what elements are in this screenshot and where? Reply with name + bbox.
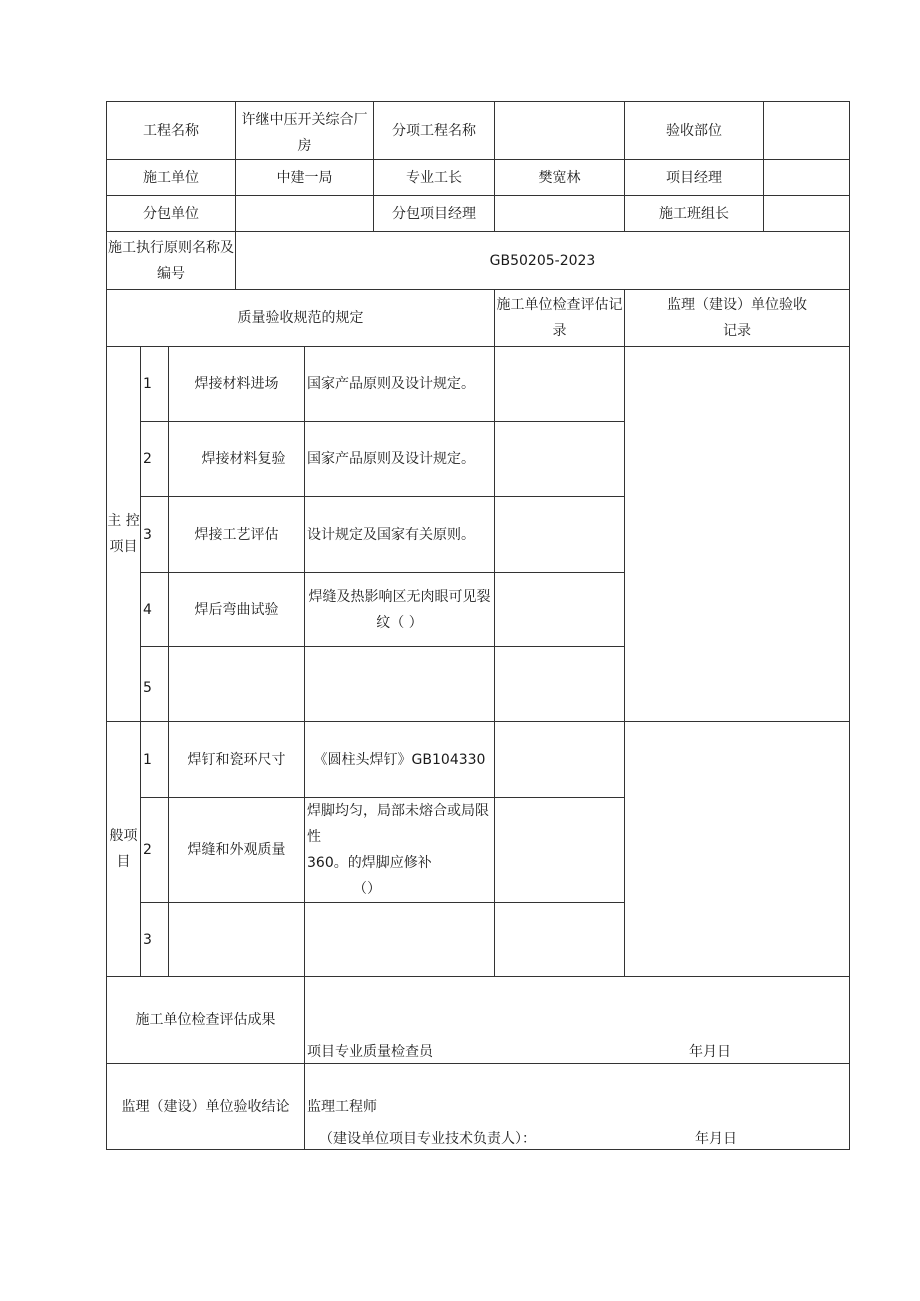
general-item-no: 2 <box>141 798 169 903</box>
row-standard <box>107 232 850 290</box>
date2: 年月日 <box>695 1131 737 1147</box>
main-item-contractor-record <box>495 422 625 497</box>
row-column-headers <box>107 290 850 347</box>
column-supervisor-line2: 记录 <box>723 323 751 339</box>
general-item-requirement-line2 <box>307 850 494 902</box>
general-item-no: 3 <box>141 903 169 977</box>
standard-label-line2: 编号 <box>157 265 185 282</box>
team-leader-value <box>764 196 850 232</box>
project-name-label: 工程名称 <box>107 102 236 160</box>
row-construction-unit <box>107 160 850 196</box>
general-item-contractor-record <box>495 798 625 903</box>
date1: 年月日 <box>689 1044 731 1060</box>
main-items-group-label <box>107 347 141 722</box>
general-items-supervisor-record <box>625 722 850 977</box>
main-item-contractor-record <box>495 573 625 647</box>
main-item-contractor-record <box>495 647 625 722</box>
row-subcontractor <box>107 196 850 232</box>
general-item-requirement <box>305 798 495 903</box>
main-item-name: 焊后弯曲试验 <box>169 573 305 647</box>
sub-item-label: 分项工程名称 <box>374 102 495 160</box>
general-item-row <box>107 722 850 798</box>
row-contractor-result <box>107 977 850 1064</box>
general-items-group-line2: 目 <box>116 854 131 870</box>
main-item-contractor-record <box>495 497 625 573</box>
standard-value: GB50205-2023 <box>236 232 850 290</box>
main-item-requirement: 国家产品原则及设计规定。 <box>305 347 495 422</box>
acceptance-form-table <box>106 101 850 1150</box>
main-item-no: 1 <box>141 347 169 422</box>
construction-unit-value: 中建一局 <box>236 160 374 196</box>
general-item-requirement-line2-text: 360。的焊脚应修补 <box>307 855 432 871</box>
supervisor-conclusion-label: 监理（建设）单位验收结论 <box>107 1064 305 1150</box>
project-manager-label: 项目经理 <box>625 160 764 196</box>
team-leader-label: 施工班组长 <box>625 196 764 232</box>
main-item-no: 2 <box>141 422 169 497</box>
foreman-value: 樊宽林 <box>495 160 625 196</box>
main-item-no: 3 <box>141 497 169 573</box>
general-item-contractor-record <box>495 903 625 977</box>
general-items-group-label <box>107 722 141 977</box>
main-item-name: 焊接材料进场 <box>169 347 305 422</box>
column-spec: 质量验收规范的规定 <box>107 290 495 347</box>
sub-manager-value <box>495 196 625 232</box>
general-item-requirement: 《圆柱头焊钉》GB104330 <box>305 722 495 798</box>
main-item-name: 焊接工艺评估 <box>169 497 305 573</box>
main-item-contractor-record <box>495 347 625 422</box>
main-item-requirement <box>305 647 495 722</box>
standard-label <box>107 232 236 290</box>
main-items-group-line1: 主 控 <box>107 513 140 529</box>
sub-item-value <box>495 102 625 160</box>
general-items-group-line1: 般项 <box>109 828 138 844</box>
foreman-label: 专业工长 <box>374 160 495 196</box>
column-contractor-line2: 录 <box>552 323 567 339</box>
main-item-no: 4 <box>141 573 169 647</box>
main-item-requirement: 设计规定及国家有关原则。 <box>305 497 495 573</box>
column-contractor-line1: 施工单位检查评估记 <box>496 297 623 313</box>
column-supervisor <box>625 290 850 347</box>
subcontractor-label: 分包单位 <box>107 196 236 232</box>
main-item-name <box>169 647 305 722</box>
general-item-no: 1 <box>141 722 169 798</box>
standard-label-line1: 施工执行原则名称及 <box>108 239 234 256</box>
column-supervisor-line1: 监理（建设）单位验收 <box>667 297 807 313</box>
inspector-label: 项目专业质量检查员 <box>307 1044 433 1060</box>
general-item-name: 焊缝和外观质量 <box>169 798 305 903</box>
contractor-result-area <box>305 977 850 1064</box>
general-item-contractor-record <box>495 722 625 798</box>
main-item-requirement: 国家产品原则及设计规定。 <box>305 422 495 497</box>
owner-rep-label: （建设单位项目专业技术负责人）： <box>319 1131 536 1147</box>
general-item-name <box>169 903 305 977</box>
general-item-requirement-line1: 焊脚均匀，局部未熔合或局限性 <box>307 803 489 845</box>
row-project-name <box>107 102 850 160</box>
general-item-name: 焊钉和瓷环尺寸 <box>169 722 305 798</box>
main-item-row <box>107 347 850 422</box>
sub-manager-label: 分包项目经理 <box>374 196 495 232</box>
general-item-requirement-mark: （） <box>353 881 381 897</box>
main-item-no: 5 <box>141 647 169 722</box>
supervisor-conclusion-area <box>305 1064 850 1150</box>
acceptance-part-value <box>764 102 850 160</box>
main-item-name: 焊接材料复验 <box>169 422 305 497</box>
main-items-group-line2: 项目 <box>109 539 138 555</box>
engineer-label: 监理工程师 <box>307 1099 377 1115</box>
main-item-requirement: 焊缝及热影响区无肉眼可见裂纹（ ） <box>305 573 495 647</box>
project-manager-value <box>764 160 850 196</box>
project-name-value: 许继中压开关综合厂房 <box>236 102 374 160</box>
general-item-requirement <box>305 903 495 977</box>
subcontractor-value <box>236 196 374 232</box>
row-supervisor-conclusion <box>107 1064 850 1150</box>
contractor-result-label: 施工单位检查评估成果 <box>107 977 305 1064</box>
column-contractor <box>495 290 625 347</box>
construction-unit-label: 施工单位 <box>107 160 236 196</box>
main-items-supervisor-record <box>625 347 850 722</box>
acceptance-part-label: 验收部位 <box>625 102 764 160</box>
